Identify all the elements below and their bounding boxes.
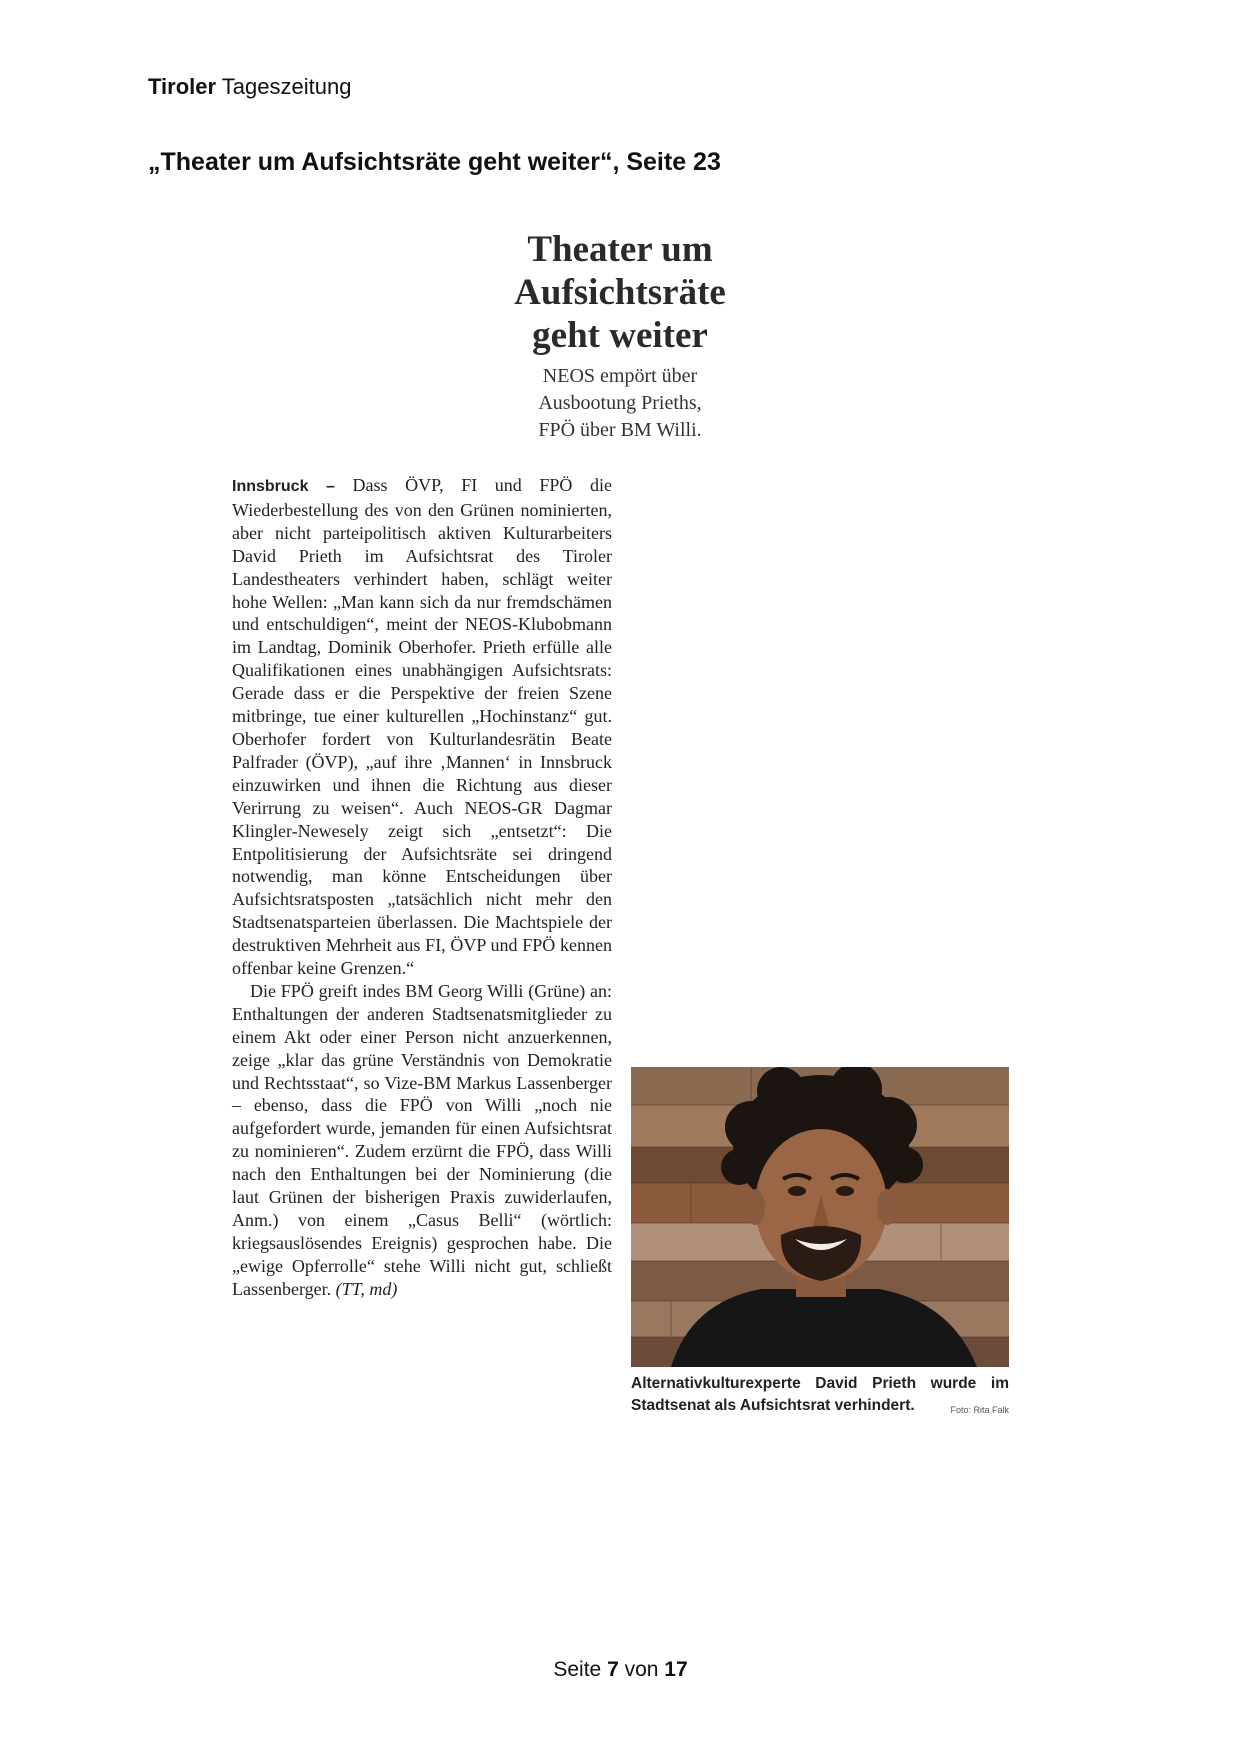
document-title: „Theater um Aufsichtsräte geht weiter“, Seite 23 [148, 148, 721, 176]
publication-name [148, 74, 351, 100]
subline-line: NEOS empört über [542, 365, 698, 387]
page-number: 7 [607, 1658, 619, 1681]
article-paragraph [232, 474, 612, 980]
article-paragraph [232, 980, 612, 1301]
headline-line: Aufsichtsräte [514, 272, 726, 313]
page-total: 17 [664, 1658, 688, 1681]
portrait-photo [631, 1067, 1009, 1367]
dateline: Innsbruck – [232, 478, 335, 495]
paragraph-text: Dass ÖVP, FI und FPÖ die Wiederbestellung des von den Grünen nominierten, aber nicht parteipolitisch aktiven Kulturarbeiters David Prieth im Aufsichtsrat des Tiroler Landestheaters verhindert haben, schlägt weiter hohe Wellen: „Man kann sich da nur fremdschämen und entschuldigen“, meint der NEOS-Klubobmann im Landtag, Dominik Oberhofer. Prieth erfülle alle Qualifikationen eines unabhängigen Aufsichtsrats: Gerade dass er die Perspektive der freien Szene mitbringe, tue einer kulturellen „Hochinstanz“ gut. Oberhofer fordert von Kulturlandesrätin Beate Palfrader (ÖVP), „auf ihre ‚Mannen‘ in Innsbruck einzuwirken und ihnen die Richtung aus dieser Verirrung zu weisen“. Auch NEOS-GR Dagmar Klingler-Newesely zeigt sich „entsetzt“: Die Entpolitisierung der Aufsichtsräte sei dringend notwendig, man könne Entscheidungen über Aufsichtsratsposten „tatsächlich nicht mehr den Stadtsenatsparteien überlassen. Die Machtspiele der destruktiven Mehrheit aus FI, ÖVP und FPÖ kennen offenbar keine Grenzen.“ [232, 475, 612, 979]
headline-line: geht weiter [532, 315, 708, 356]
headline-line: Theater um [527, 229, 713, 270]
article-headline [470, 228, 770, 357]
page-of: von [624, 1658, 659, 1681]
subline-line: FPÖ über BM Willi. [538, 419, 702, 441]
photo-credit: Foto: Rita Falk [950, 1405, 1009, 1415]
caption-text: Alternativkulturexperte David Prieth wurde im Stadtsenat als Aufsichtsrat verhindert. [631, 1375, 1009, 1414]
paragraph-text: Die FPÖ greift indes BM Georg Willi (Grüne) an: Enthaltungen der anderen Stadtsenatsmitglieder zu einem Akt oder einer Person nicht anzuerkennen, zeige „klar das grüne Verständnis von Demokratie und Rechtsstaat“, so Vize-BM Markus Lassenberger – ebenso, dass die FPÖ von Willi „noch nie aufgefordert wurde, jemanden für einen Aufsichtsrat zu nominieren“. Zudem erzürnt die FPÖ, dass Willi nach den Enthaltungen bei der Nominierung (die laut Grünen der bisherigen Praxis zuwiderlaufen, Anm.) von einem „Casus Belli“ (wörtlich: kriegsauslösendes Ereignis) gesprochen habe. Die „ewige Opferrolle“ stehe Willi nicht gut, schließt Lassenberger. [232, 980, 612, 1299]
publication-name-bold: Tiroler [148, 74, 217, 99]
author-signature: (TT, md) [335, 1278, 398, 1299]
subline-line: Ausbootung Prieths, [538, 392, 702, 414]
page-footer [0, 1658, 1241, 1682]
article-subline [470, 363, 770, 444]
publication-name-rest: Tageszeitung [221, 74, 352, 99]
photo-caption [631, 1373, 1009, 1421]
page-prefix: Seite [553, 1658, 602, 1681]
article-body [232, 474, 612, 1301]
